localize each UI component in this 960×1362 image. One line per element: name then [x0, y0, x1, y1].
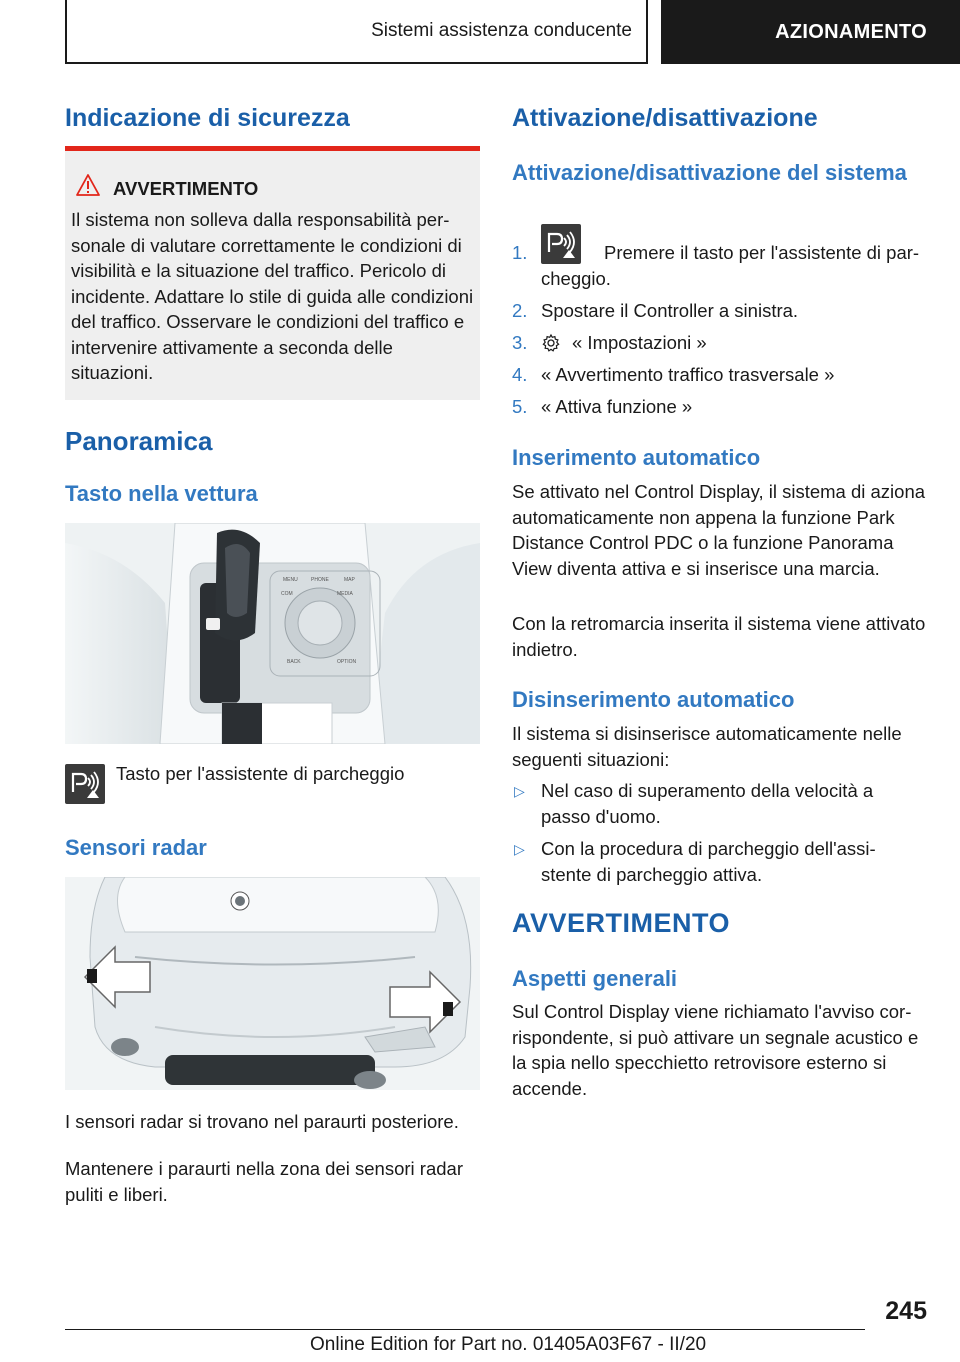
header-section	[65, 0, 648, 64]
step-number: 5.	[512, 396, 528, 417]
step-number: 3.	[512, 332, 528, 353]
center-console-image	[65, 523, 480, 744]
button-caption: Tasto per l'assistente di parcheggio	[116, 763, 405, 784]
radar-location-text: I sensori radar si trovano nel paraurti posteriore.	[65, 1111, 459, 1132]
auto-off-text: Il sistema si disinserisce automaticamente nelle seguenti situazioni:	[512, 723, 902, 770]
warning-triangle-icon	[76, 174, 100, 196]
step-text: « Avvertimento traffico trasversale »	[541, 364, 835, 385]
step-text: « Impostazioni »	[572, 332, 707, 353]
auto-on-reverse-text: Con la retromarcia inserita il sistema viene attivato indietro.	[512, 613, 926, 660]
header-chapter	[661, 0, 960, 64]
auto-on-text: Se attivato nel Control Display, il sistema di aziona automaticamente non appena la funzione Park Distance Control PDC o la funzione Panorama View diventa attiva e si inserisce una marcia.	[512, 481, 926, 579]
general-text: Sul Control Display viene richiamato l'avviso corrispondente, si può attivare un segnale acustico e la spia nello specchietto retrovisore esterno si accende.	[512, 1001, 919, 1099]
step-number: 1.	[512, 242, 528, 263]
step-1	[512, 240, 927, 292]
console-label-menu: MENU	[283, 577, 298, 583]
console-label-option: OPTION	[337, 659, 357, 665]
rear-bumper-image	[65, 877, 480, 1090]
console-label-phone: PHONE	[311, 577, 329, 583]
console-label-com: COM	[281, 591, 293, 597]
header-chapter-label: AZIONAMENTO	[775, 20, 927, 43]
radar-section-title: Sensori radar	[65, 835, 207, 860]
activation-subtitle: Attivazione/disattivazione del sistema	[512, 160, 907, 185]
auto-off-title: Disinserimento automatico	[512, 687, 795, 712]
console-label-map: MAP	[344, 577, 355, 583]
gear-icon	[541, 333, 561, 353]
button-section-title: Tasto nella vettura	[65, 481, 258, 506]
warning-box	[65, 146, 480, 400]
header-section-label: Sistemi assistenza conducente	[371, 20, 632, 41]
warning-heading: AVVERTIMENTO	[512, 908, 731, 938]
general-title: Aspetti generali	[512, 966, 678, 991]
warning-title: AVVERTIMENTO	[113, 178, 259, 199]
auto-on-title: Inserimento automatico	[512, 445, 761, 470]
step-number: 4.	[512, 364, 528, 385]
footer-edition: Online Edition for Part no. 01405A03F67 - II/20	[310, 1334, 707, 1355]
step-text: Premere il tasto per l'assistente di parcheggio.	[541, 242, 920, 289]
console-label-media: MEDIA	[337, 591, 353, 597]
safety-title: Indicazione di sicurezza	[65, 104, 350, 132]
step-text: « Attiva funzione »	[541, 396, 693, 417]
footer-divider	[65, 1329, 865, 1330]
parking-assistant-button-icon	[65, 764, 105, 804]
warning-text: Il sistema non solleva dalla responsabilità personale di valutare correttamente le condizioni di visibilità e la situazione del traffico. Pericolo di incidente. Adattare lo stile di guida alle condizioni del traffico. Osservare le condizioni del traffico e intervenire attivamente a seconda delle situazioni.	[71, 209, 474, 383]
step-number: 2.	[512, 300, 528, 321]
bullet-triangle-icon: ▷	[514, 841, 525, 857]
bullet-text: Con la procedura di parcheggio dell'assistente di parcheggio attiva.	[541, 838, 876, 885]
overview-title: Panoramica	[65, 426, 213, 456]
bullet-triangle-icon: ▷	[514, 783, 525, 799]
console-label-back: BACK	[287, 659, 301, 665]
page-number: 245	[885, 1297, 927, 1325]
bullet-text: Nel caso di superamento della velocità a passo d'uomo.	[541, 780, 874, 827]
radar-clean-text: Mantenere i paraurti nella zona dei sensori radar puliti e liberi.	[65, 1158, 463, 1205]
activation-title: Attivazione/disattivazione	[512, 104, 818, 132]
step-text: Spostare il Controller a sinistra.	[541, 300, 799, 321]
